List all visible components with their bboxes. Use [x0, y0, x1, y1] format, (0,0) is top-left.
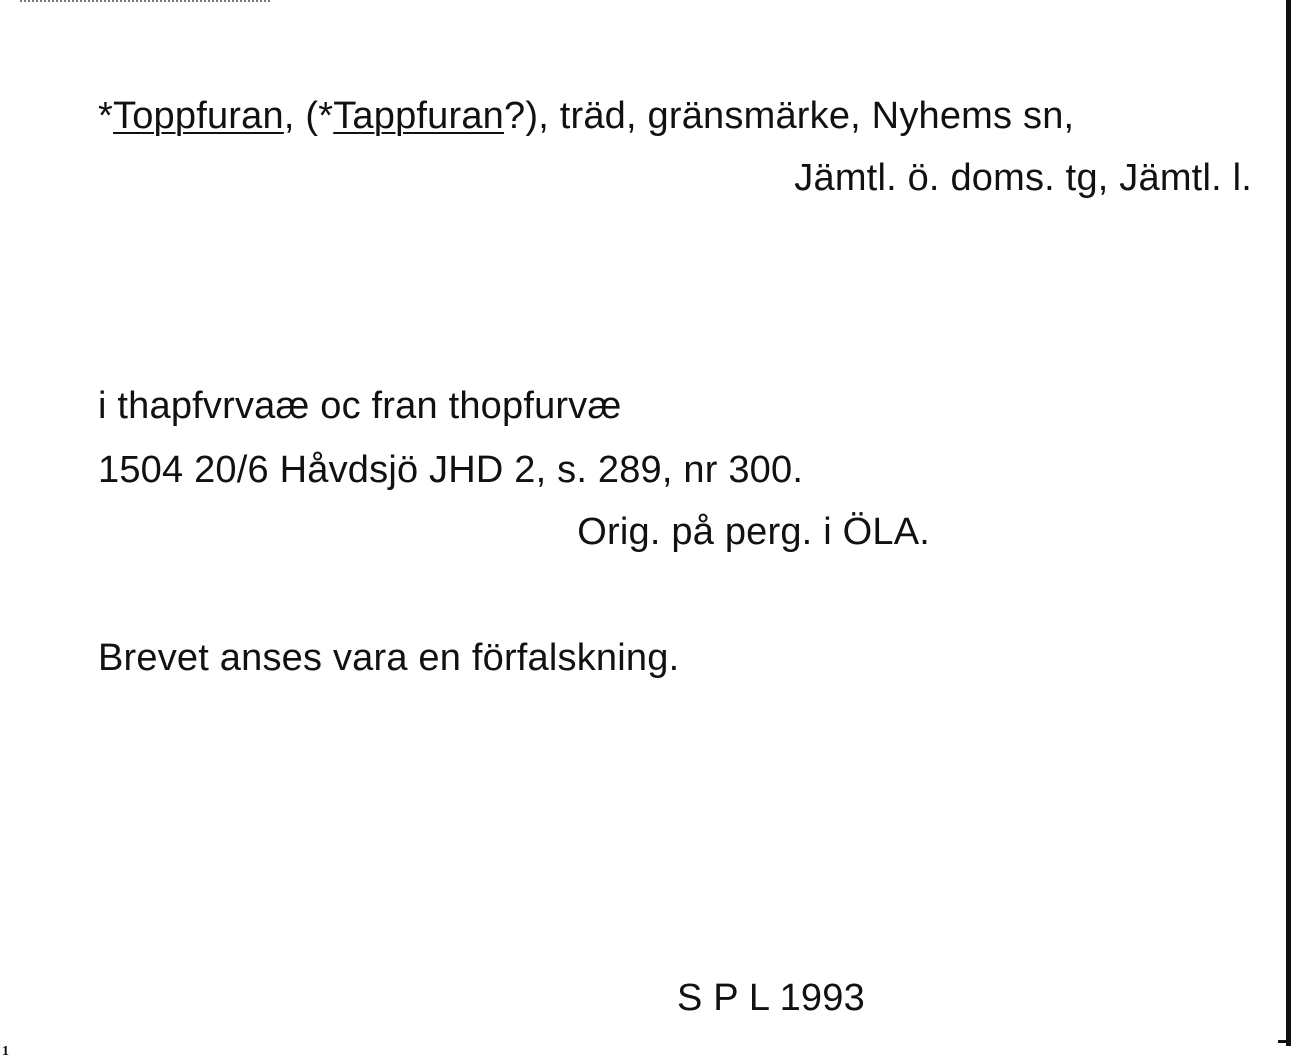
variant-headword: Tappfuran — [333, 95, 505, 137]
attestation-text: i thapfvrvaæ oc fran thopfurvæ — [98, 385, 622, 427]
signature: S P L 1993 — [677, 977, 865, 1019]
source-reference: 1504 20/6 Håvdsjö JHD 2, s. 289, nr 300. — [98, 449, 804, 491]
variant-star: * — [318, 95, 334, 137]
header-star: * — [98, 95, 113, 137]
header-description: ?), träd, gränsmärke, Nyhems sn, — [504, 95, 1075, 137]
source-original-note: Orig. på perg. i ÖLA. — [577, 511, 930, 553]
corner-mark: 1 — [2, 1044, 9, 1059]
card-edge-tick — [1278, 1040, 1290, 1043]
card-edge — [1286, 0, 1291, 1046]
header-separator: , ( — [283, 95, 319, 137]
comment-text: Brevet anses vara en förfalskning. — [98, 637, 680, 679]
headword: Toppfuran — [113, 95, 284, 137]
entry-header — [98, 94, 1074, 138]
scan-mark-top — [20, 0, 270, 4]
entry-location: Jämtl. ö. doms. tg, Jämtl. l. — [794, 157, 1252, 199]
